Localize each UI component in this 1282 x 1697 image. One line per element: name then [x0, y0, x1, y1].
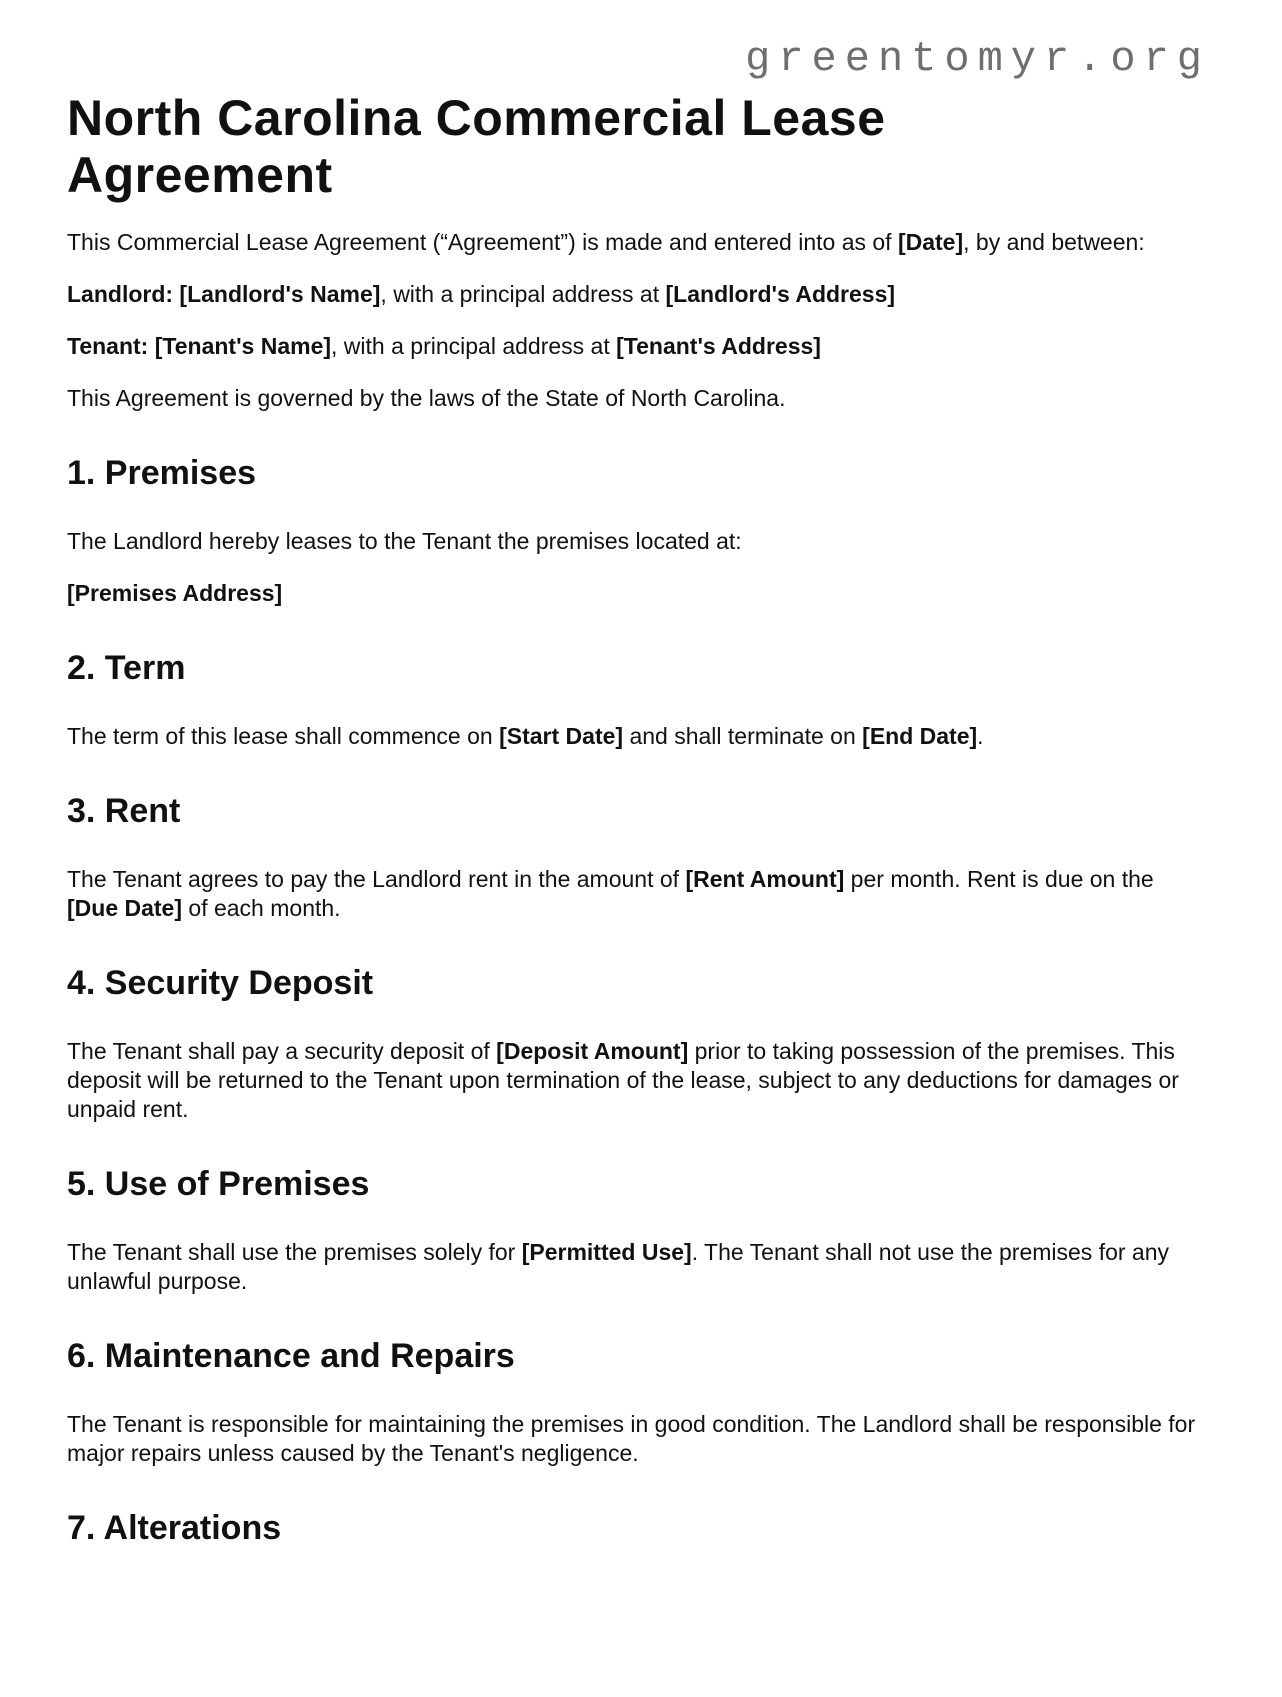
text-segment: and shall terminate on	[623, 723, 863, 749]
text-segment: .	[977, 723, 984, 749]
text-segment: The Tenant shall use the premises solely for	[67, 1239, 522, 1265]
watermark-site-name: greentomyr.org	[745, 35, 1210, 83]
section-paragraphs	[67, 527, 1210, 608]
text-segment: , with a principal address at	[380, 281, 666, 307]
placeholder-field: [End Date]	[862, 723, 978, 749]
placeholder-field: [Deposit Amount]	[496, 1038, 689, 1064]
section	[67, 1164, 1210, 1296]
section-heading: 6. Maintenance and Repairs	[67, 1337, 515, 1375]
section-heading: 2. Term	[67, 649, 186, 687]
text-segment: prior to taking possession of the premises. This deposit will be returned to the Tenant upon termination of the lease, subject to any deductions for damages or unpaid rent.	[67, 1038, 1179, 1122]
placeholder-field: [Due Date]	[67, 895, 183, 921]
text-segment: This Commercial Lease Agreement (“Agreement”) is made and entered into as of	[67, 229, 898, 255]
section-heading: 7. Alterations	[67, 1509, 282, 1547]
section-heading: 3. Rent	[67, 792, 181, 830]
text-segment: The Tenant shall pay a security deposit of	[67, 1038, 497, 1064]
text-segment: , by and between:	[963, 229, 1145, 255]
text-segment: The Tenant is responsible for maintaining the premises in good condition. The Landlord shall be responsible for major repairs unless caused by the Tenant's negligence.	[67, 1411, 1196, 1466]
placeholder-field: [Date]	[897, 229, 964, 255]
section	[67, 963, 1210, 1124]
text-segment: The term of this lease shall commence on	[67, 723, 500, 749]
page-title: North Carolina Commercial Lease Agreement	[67, 90, 886, 203]
section-heading: 1. Premises	[67, 454, 257, 492]
section-paragraphs	[67, 1410, 1210, 1468]
section-paragraphs	[67, 865, 1210, 923]
placeholder-field: [Start Date]	[499, 723, 624, 749]
text-segment: of each month.	[182, 895, 341, 921]
placeholder-field: [Rent Amount]	[685, 866, 845, 892]
paragraph	[67, 332, 1210, 361]
text-segment: The Tenant agrees to pay the Landlord rent in the amount of	[67, 866, 686, 892]
placeholder-field: [Tenant's Address]	[616, 333, 821, 359]
paragraph	[67, 1037, 1210, 1124]
text-segment: . The Tenant shall not use the premises for any unlawful purpose.	[67, 1239, 1170, 1294]
text-segment: This Agreement is governed by the laws of the State of North Carolina.	[67, 385, 786, 411]
section-paragraphs	[67, 1238, 1210, 1296]
paragraph	[67, 722, 1210, 751]
placeholder-field: Tenant: [Tenant's Name]	[67, 333, 332, 359]
paragraph	[67, 1410, 1210, 1468]
paragraph	[67, 1238, 1210, 1296]
section	[67, 1508, 1210, 1549]
section-paragraphs	[67, 722, 1210, 751]
section	[67, 648, 1210, 751]
section	[67, 1336, 1210, 1468]
section	[67, 791, 1210, 923]
section-paragraphs	[67, 1037, 1210, 1124]
paragraph	[67, 384, 1210, 413]
sections-container	[67, 453, 1210, 1549]
intro-paragraphs	[67, 228, 1210, 413]
document-page	[0, 35, 1282, 1549]
paragraph	[67, 280, 1210, 309]
paragraph	[67, 527, 1210, 556]
section-heading: 5. Use of Premises	[67, 1165, 370, 1203]
section	[67, 453, 1210, 608]
text-segment: The Landlord hereby leases to the Tenant the premises located at:	[67, 528, 742, 554]
section-heading: 4. Security Deposit	[67, 964, 374, 1002]
placeholder-field: [Premises Address]	[67, 580, 283, 606]
placeholder-field: Landlord: [Landlord's Name]	[67, 281, 381, 307]
text-segment: , with a principal address at	[331, 333, 617, 359]
paragraph	[67, 579, 1210, 608]
placeholder-field: [Landlord's Address]	[665, 281, 896, 307]
paragraph	[67, 865, 1210, 923]
paragraph	[67, 228, 1210, 257]
placeholder-field: [Permitted Use]	[521, 1239, 692, 1265]
text-segment: per month. Rent is due on the	[844, 866, 1154, 892]
